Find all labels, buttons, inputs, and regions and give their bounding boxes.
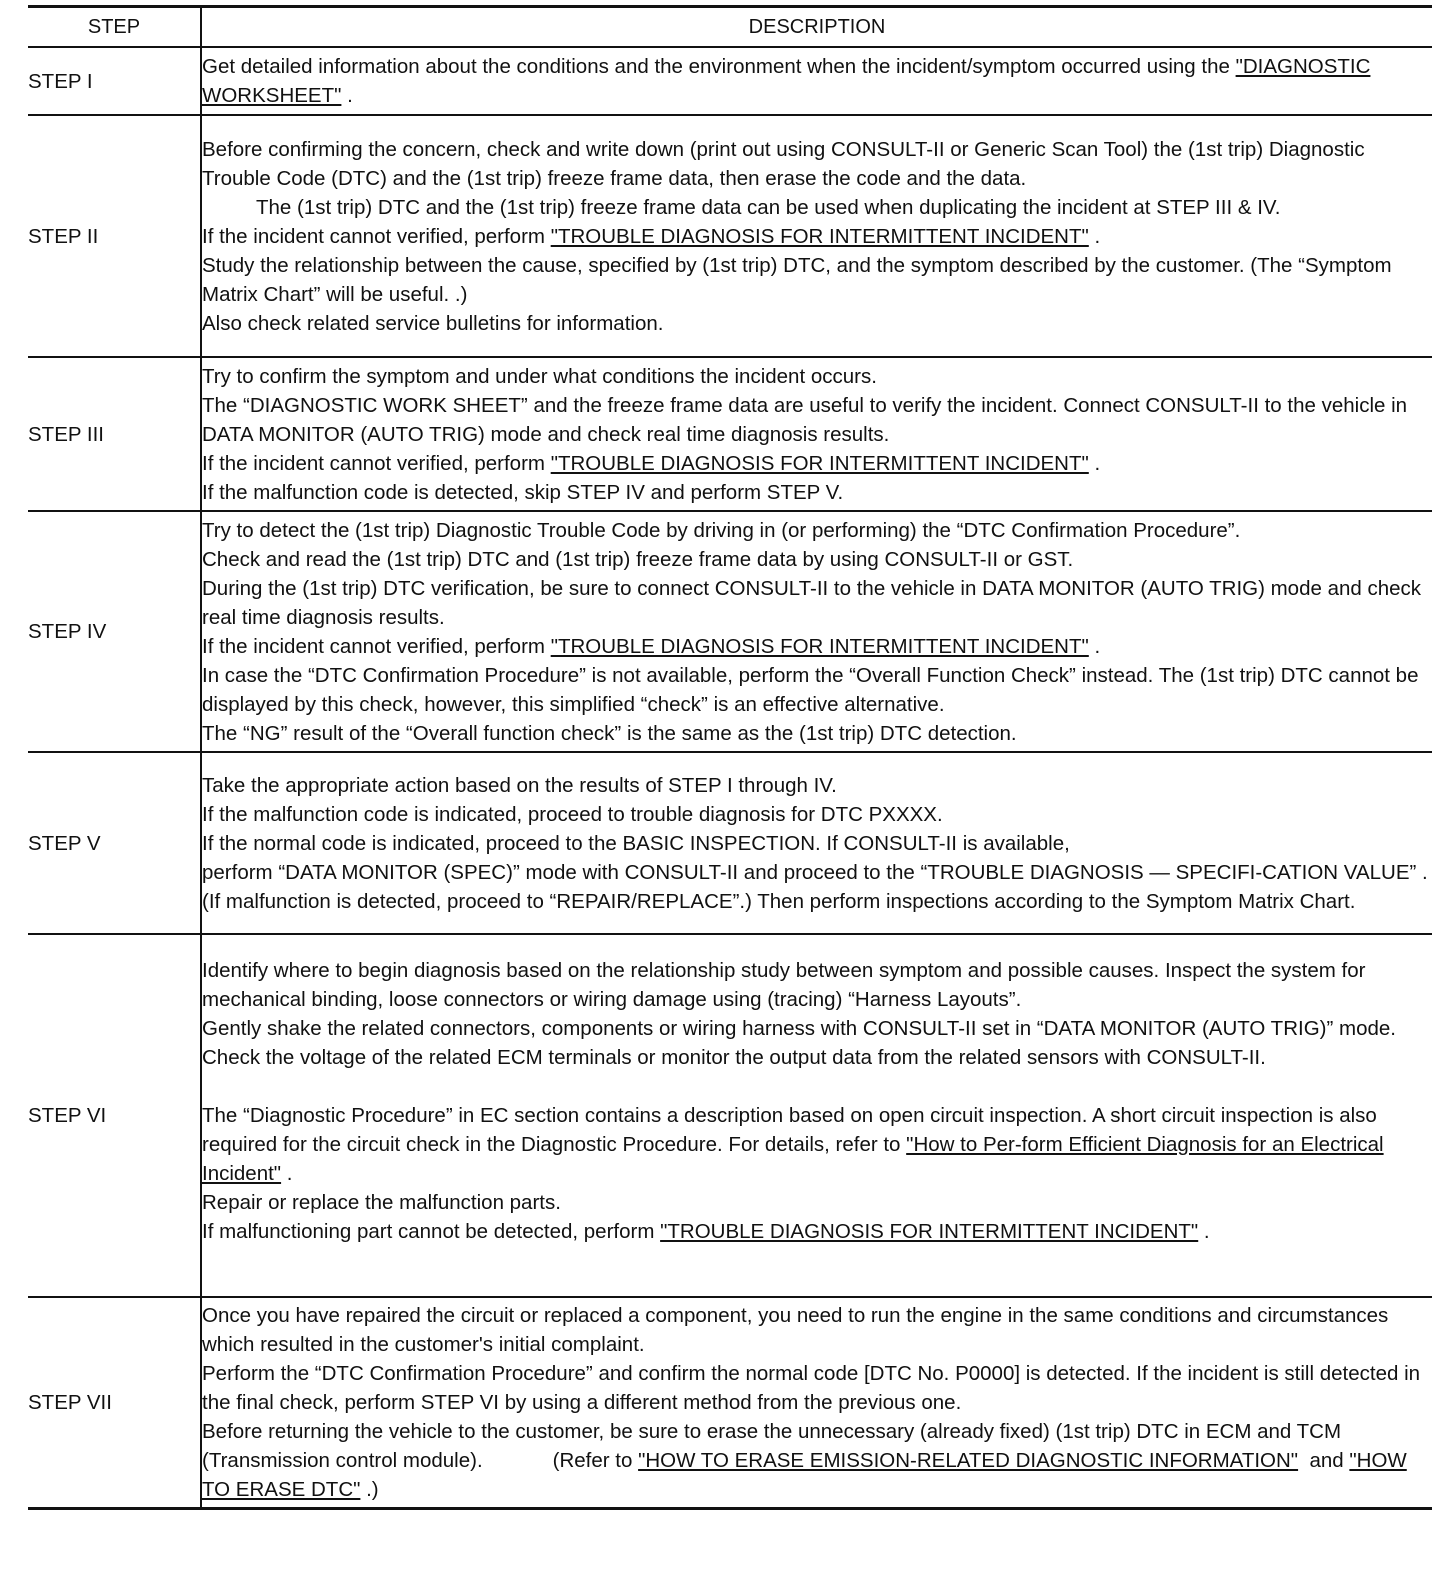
description-text: .) (360, 1478, 379, 1501)
description-line (202, 1417, 1432, 1504)
description-line: Once you have repaired the circuit or replaced a component, you need to run the engine in the same conditions and circumstances which resulted in the customer's initial complaint. (202, 1304, 1389, 1356)
description-line (202, 449, 1432, 478)
description-line (202, 222, 1432, 251)
description-text: . (281, 1162, 293, 1185)
description-line: The (1st trip) DTC and the (1st trip) freeze frame data can be used when duplicating the incident at STEP III & IV. (256, 195, 1281, 219)
description-text: (Refer to (552, 1449, 639, 1472)
step-description (201, 752, 1432, 934)
description-text: and (1298, 1449, 1350, 1472)
description-text: If malfunctioning part cannot be detected, perform (202, 1220, 661, 1243)
description-text: If the incident cannot verified, perform (202, 224, 551, 248)
description-line (202, 52, 1432, 110)
description-text: If the incident cannot verified, perform (202, 634, 551, 658)
description-line: Check and read the (1st trip) DTC and (1st trip) freeze frame data by using CONSULT-II or GST. (202, 547, 1074, 571)
description-text: The “Diagnostic Procedure” in EC section contains a description based on open circuit inspection. A short circuit inspection is also required for the circuit check in the Diagnostic Procedure. For details, refer to (202, 1104, 1377, 1156)
description-line: If the malfunction code is indicated, proceed to trouble diagnosis for DTC PXXXX. (202, 802, 943, 826)
description-line (202, 1101, 1432, 1188)
description-line: Perform the “DTC Confirmation Procedure” and confirm the normal code [DTC No. P0000] is detected. If the incident is still detected in the final check, perform STEP VI by using a different method from the previous one. (202, 1362, 1421, 1414)
description-line: The “DIAGNOSTIC WORK SHEET” and the freeze frame data are useful to verify the incident. Connect CONSULT-II to the vehicle in DATA MONITOR (AUTO TRIG) mode and check real time diagnosis results. (202, 393, 1408, 446)
description-line (202, 1217, 1432, 1246)
description-line: Identify where to begin diagnosis based on the relationship study between symptom and possible causes. Inspect the system for mechanical binding, loose connectors or wiring damage using (tracing) “Harness Layouts”. (202, 959, 1366, 1011)
header-description: DESCRIPTION (201, 7, 1432, 48)
description-line: In case the “DTC Confirmation Procedure” is not available, perform the “Overall Function Check” instead. The (1st trip) DTC cannot be displayed by this check, however, this simplified “check” is an effective alternative. (202, 663, 1419, 716)
description-line (202, 632, 1432, 661)
table-row (28, 357, 1432, 511)
description-line: Study the relationship between the cause, specified by (1st trip) DTC, and the symptom described by the customer. (The “Symptom Matrix Chart” will be useful. .) (202, 253, 1392, 306)
intermittent-incident-link[interactable]: "TROUBLE DIAGNOSIS FOR INTERMITTENT INCIDENT" (550, 634, 1089, 658)
description-line: Check the voltage of the related ECM terminals or monitor the output data from the related sensors with CONSULT-II. (202, 1046, 1266, 1069)
description-line: Repair or replace the malfunction parts. (202, 1191, 561, 1214)
description-line: If the malfunction code is detected, skip STEP IV and perform STEP V. (202, 480, 844, 504)
step-description (201, 511, 1432, 752)
step-description (201, 115, 1432, 357)
table-row (28, 47, 1432, 115)
step-description (201, 934, 1432, 1297)
intermittent-incident-link[interactable]: "TROUBLE DIAGNOSIS FOR INTERMITTENT INCIDENT" (550, 451, 1089, 475)
description-text: . (1088, 451, 1101, 475)
table-row (28, 1297, 1432, 1509)
description-line: Before confirming the concern, check and write down (print out using CONSULT-II or Generic Scan Tool) the (1st trip) Diagnostic Trouble Code (DTC) and the (1st trip) freeze frame data, then erase the code and the data. (202, 137, 1365, 190)
table-row (28, 115, 1432, 357)
blank-line (202, 1246, 1432, 1275)
step-description (201, 357, 1432, 511)
step-label: STEP VII (28, 1297, 201, 1509)
intermittent-incident-link[interactable]: "TROUBLE DIAGNOSIS FOR INTERMITTENT INCIDENT" (660, 1220, 1199, 1243)
description-text: . (1198, 1220, 1210, 1243)
step-label: STEP I (28, 47, 201, 115)
description-text: If the incident cannot verified, perform (202, 451, 551, 475)
description-text: Before returning the vehicle to the customer, be sure to erase the unnecessary (already fixed) (1st trip) DTC in ECM and TCM (Transmission control module). (202, 1420, 1342, 1472)
description-line: During the (1st trip) DTC verification, be sure to connect CONSULT-II to the vehicle in DATA MONITOR (AUTO TRIG) mode and check real time diagnosis results. (202, 576, 1422, 629)
diagnostic-steps-table (28, 5, 1432, 1510)
description-line: If the normal code is indicated, proceed to the BASIC INSPECTION. If CONSULT-II is available, (202, 831, 1070, 855)
description-line: The “NG” result of the “Overall function check” is the same as the (1st trip) DTC detection. (202, 721, 1017, 745)
diagnostic-worksheet-link[interactable]: "DIAGNOSTIC WORKSHEET" (202, 55, 1371, 107)
step-label: STEP II (28, 115, 201, 357)
step-label: STEP V (28, 752, 201, 934)
step-label: STEP IV (28, 511, 201, 752)
step-label: STEP VI (28, 934, 201, 1297)
table-row (28, 511, 1432, 752)
description-line: Try to detect the (1st trip) Diagnostic Trouble Code by driving in (or performing) the “DTC Confirmation Procedure”. (202, 518, 1241, 542)
description-line: Take the appropriate action based on the results of STEP I through IV. (202, 773, 837, 797)
table-row (28, 752, 1432, 934)
description-line: Also check related service bulletins for information. (202, 311, 664, 335)
table-row (28, 934, 1432, 1297)
description-line: Try to confirm the symptom and under what conditions the incident occurs. (202, 364, 877, 388)
step-description (201, 1297, 1432, 1509)
erase-dtc-link[interactable]: "HOW TO ERASE DTC" (202, 1449, 1407, 1501)
description-text: . (341, 84, 353, 107)
description-line: perform “DATA MONITOR (SPEC)” mode with CONSULT-II and proceed to the “TROUBLE DIAGNOSIS — SPECIFI-CATION VALUE” . (If malfunction is detected, proceed to “REPAIR/REPLACE”.) Then perform inspections according to the Symptom Matrix Chart. (202, 860, 1428, 913)
electrical-incident-link[interactable]: "How to Per-form Efficient Diagnosis for an Electrical Incident" (202, 1133, 1384, 1185)
header-step: STEP (28, 7, 201, 48)
step-label: STEP III (28, 357, 201, 511)
description-text: Get detailed information about the conditions and the environment when the incident/symptom occurred using the (202, 55, 1236, 78)
description-text: . (1088, 634, 1101, 658)
intermittent-incident-link[interactable]: "TROUBLE DIAGNOSIS FOR INTERMITTENT INCIDENT" (550, 224, 1089, 248)
description-text: . (1088, 224, 1101, 248)
erase-emission-info-link[interactable]: "HOW TO ERASE EMISSION-RELATED DIAGNOSTIC INFORMATION" (638, 1449, 1299, 1472)
step-description (201, 47, 1432, 115)
table-header-row (28, 7, 1432, 48)
blank-line (202, 1072, 1432, 1101)
description-line: Gently shake the related connectors, components or wiring harness with CONSULT-II set in “DATA MONITOR (AUTO TRIG)” mode. (202, 1017, 1396, 1040)
